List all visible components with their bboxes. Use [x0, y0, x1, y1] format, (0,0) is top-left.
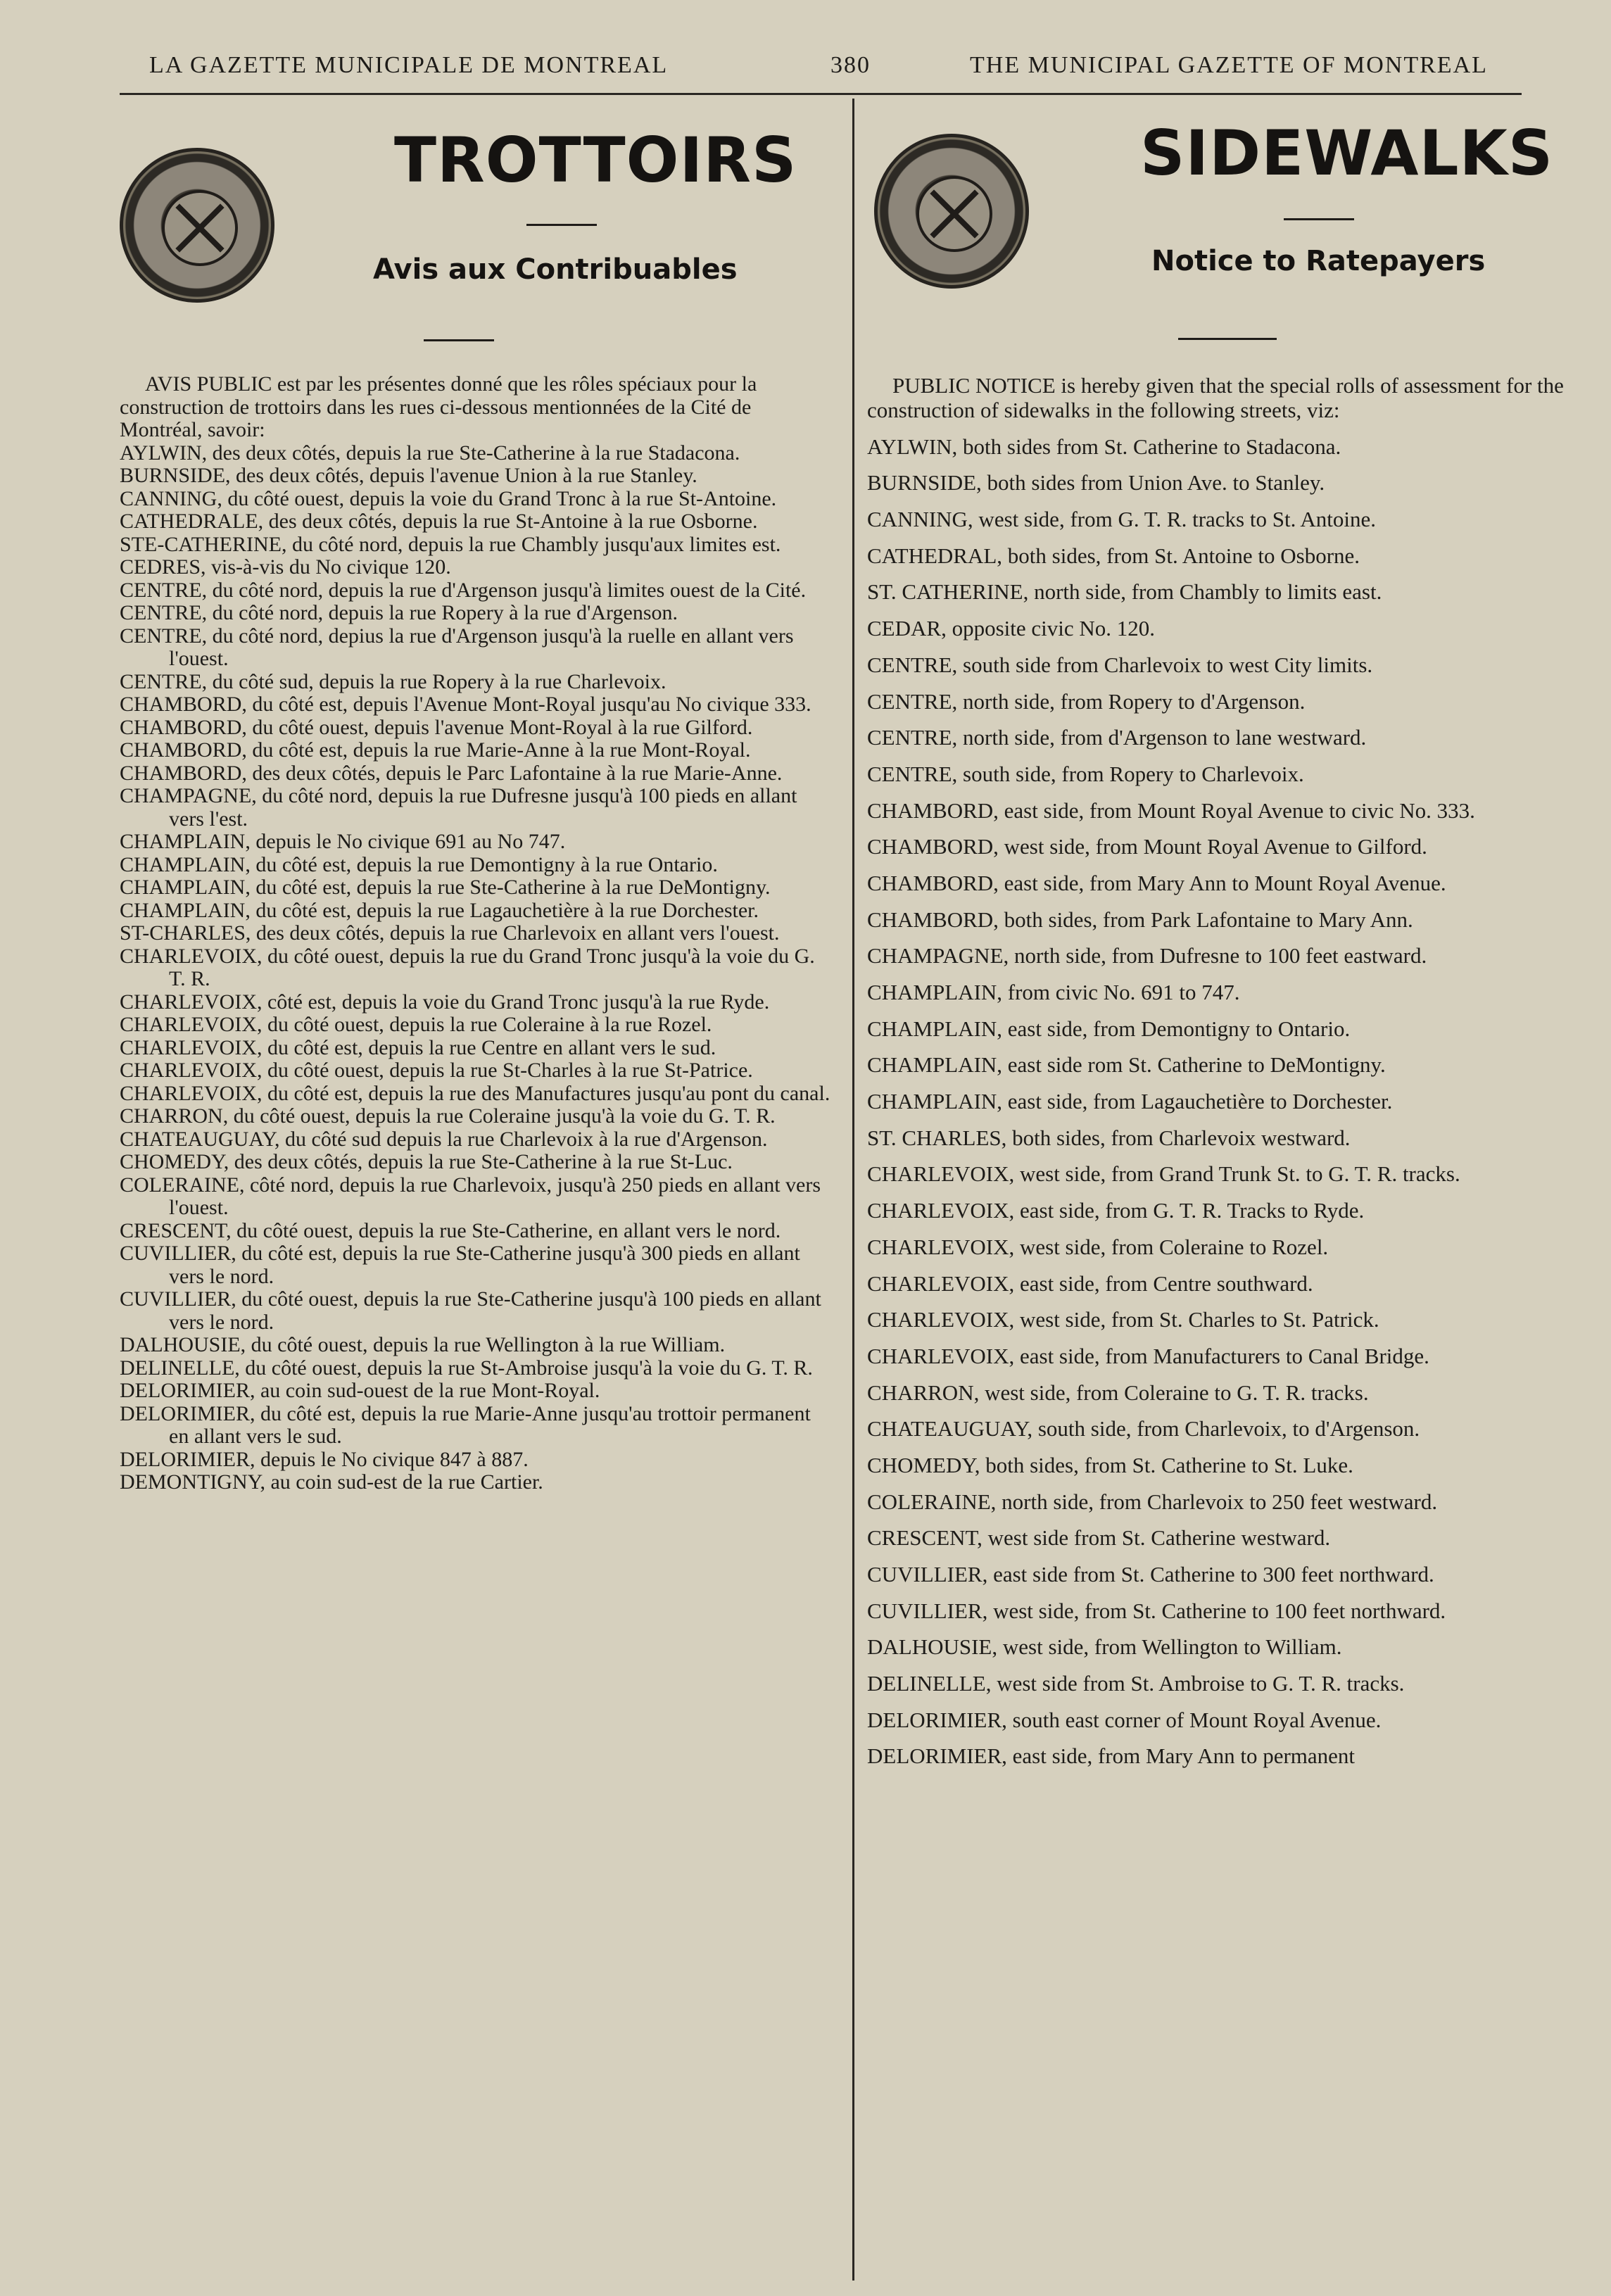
list-item: CATHEDRAL, both sides, from St. Antoine to Osborne. — [867, 543, 1360, 568]
header-french-title: LA GAZETTE MUNICIPALE DE MONTREAL — [149, 52, 669, 78]
list-item: CHARLEVOIX, west side, from Coleraine to Rozel. — [867, 1234, 1329, 1259]
list-item: CHAMPAGNE, du côté nord, depuis la rue Dufresne jusqu'à 100 pieds en allant vers l'est. — [120, 784, 797, 831]
page-number: 380 — [830, 52, 871, 78]
list-item: CHATEAUGUAY, south side, from Charlevoix, to d'Argenson. — [867, 1416, 1420, 1442]
list-item: CRESCENT, du côté ouest, depuis la rue Ste-Catherine, en allant vers le nord. — [120, 1218, 781, 1242]
list-item: CEDAR, opposite civic No. 120. — [867, 616, 1155, 641]
list-item: CHAMBORD, du côté est, depuis l'Avenue Mont-Royal jusqu'au No civique 333. — [120, 693, 811, 716]
city-seal-icon — [120, 148, 274, 303]
list-item: CHARLEVOIX, côté est, depuis la voie du Grand Tronc jusqu'à la rue Ryde. — [120, 990, 770, 1014]
list-item: AYLWIN, des deux côtés, depuis la rue Ste-Catherine à la rue Stadacona. — [120, 441, 740, 465]
list-item: CUVILLIER, east side from St. Catherine to 300 feet northward. — [867, 1562, 1434, 1587]
list-item: CHOMEDY, both sides, from St. Catherine to St. Luke. — [867, 1452, 1353, 1477]
list-item: DALHOUSIE, du côté ouest, depuis la rue Wellington à la rue William. — [120, 1333, 726, 1356]
list-item: CHAMPLAIN, du côté est, depuis la rue Ste-Catherine à la rue DeMontigny. — [120, 876, 771, 899]
list-item: CANNING, west side, from G. T. R. tracks to St. Antoine. — [867, 507, 1376, 532]
list-item: CHAMPLAIN, east side, from Demontigny to Ontario. — [867, 1016, 1351, 1041]
list-item: CHAMBORD, west side, from Mount Royal Avenue to Gilford. — [867, 834, 1427, 859]
list-item: CHARLEVOIX, du côté ouest, depuis la rue St-Charles à la rue St-Patrice. — [120, 1059, 753, 1082]
list-item: CEDRES, vis-à-vis du No civique 120. — [120, 555, 451, 579]
list-item: CUVILLIER, du côté est, depuis la rue Ste-Catherine jusqu'à 300 pieds en allant vers le nord. — [120, 1242, 800, 1288]
french-intro: AVIS PUBLIC est par les présentes donné que les rôles spéciaux pour la construction de trottoirs dans les rues ci-dessous mentionnées de la Cité de Montréal, savoir: — [120, 372, 757, 441]
list-item: CENTRE, du côté nord, depius la rue d'Argenson jusqu'à la ruelle en allant vers l'ouest. — [120, 624, 794, 670]
list-item: CHARLEVOIX, du côté est, depuis la rue Centre en allant vers le sud. — [120, 1035, 716, 1059]
list-item: STE-CATHERINE, du côté nord, depuis la rue Chambly jusqu'aux limites est. — [120, 532, 781, 556]
list-item: CENTRE, north side, from d'Argenson to lane westward. — [867, 725, 1367, 750]
list-item: CHAMPLAIN, from civic No. 691 to 747. — [867, 980, 1240, 1004]
list-item: DELORIMIER, east side, from Mary Ann to permanent — [867, 1743, 1356, 1769]
list-item: CANNING, du côté ouest, depuis la voie du Grand Tronc à la rue St-Antoine. — [120, 486, 777, 510]
french-subtitle: Avis aux Contribuables — [373, 253, 738, 286]
list-item: CHAMPLAIN, east side, from Lagauchetière to Dorchester. — [867, 1089, 1393, 1114]
english-title: SIDEWALKS — [1140, 117, 1554, 189]
page-header — [0, 46, 1611, 89]
list-item: CRESCENT, west side from St. Catherine westward. — [867, 1525, 1331, 1551]
list-item: DALHOUSIE, west side, from Wellington to William. — [867, 1634, 1342, 1660]
list-item: CHARLEVOIX, east side, from G. T. R. Tracks to Ryde. — [867, 1198, 1365, 1223]
list-item: ST. CHARLES, both sides, from Charlevoix westward. — [867, 1125, 1351, 1150]
list-item: CHAMBORD, du côté ouest, depuis l'avenue Mont-Royal à la rue Gilford. — [120, 715, 753, 739]
list-item: DELORIMIER, au coin sud-ouest de la rue Mont-Royal. — [120, 1379, 600, 1402]
list-item: CHARLEVOIX, east side, from Manufacturers to Canal Bridge. — [867, 1343, 1429, 1368]
french-title: TROTTOIRS — [394, 124, 797, 196]
english-intro: PUBLIC NOTICE is hereby given that the special rolls of assessment for the construction of sidewalks in the following streets, viz: — [867, 373, 1564, 422]
list-item: CHARLEVOIX, east side, from Centre southward. — [867, 1270, 1313, 1296]
title-rule — [1284, 218, 1354, 220]
list-item: CHAMBORD, du côté est, depuis la rue Marie-Anne à la rue Mont-Royal. — [120, 738, 751, 762]
list-item: BURNSIDE, des deux côtés, depuis l'avenue Union à la rue Stanley. — [120, 464, 697, 487]
list-item: DEMONTIGNY, au coin sud-est de la rue Cartier. — [120, 1470, 543, 1494]
list-item: CHOMEDY, des deux côtés, depuis la rue Ste-Catherine à la rue St-Luc. — [120, 1150, 733, 1173]
list-item: CENTRE, south side from Charlevoix to west City limits. — [867, 652, 1373, 677]
list-item: CHARLEVOIX, du côté est, depuis la rue des Manufactures jusqu'au pont du canal. — [120, 1081, 830, 1105]
list-item: DELORIMIER, depuis le No civique 847 à 887. — [120, 1447, 529, 1471]
list-item: CHARLEVOIX, west side, from Grand Trunk St. to G. T. R. tracks. — [867, 1161, 1460, 1187]
list-item: CATHEDRALE, des deux côtés, depuis la rue St-Antoine à la rue Osborne. — [120, 510, 758, 533]
list-item: CHAMPLAIN, depuis le No civique 691 au No 747. — [120, 830, 566, 853]
list-item: CHARLEVOIX, du côté ouest, depuis la rue Coleraine à la rue Rozel. — [120, 1013, 712, 1036]
list-item: BURNSIDE, both sides from Union Ave. to Stanley. — [867, 470, 1325, 496]
list-item: CUVILLIER, west side, from St. Catherine to 100 feet northward. — [867, 1598, 1446, 1623]
list-item: DELINELLE, du côté ouest, depuis la rue St-Ambroise jusqu'à la voie du G. T. R. — [120, 1356, 813, 1380]
list-item: COLERAINE, côté nord, depuis la rue Charlevoix, jusqu'à 250 pieds en allant vers l'ouest. — [120, 1173, 821, 1219]
english-entries — [867, 373, 1571, 1780]
list-item: CHARRON, du côté ouest, depuis la rue Coleraine jusqu'à la voie du G. T. R. — [120, 1104, 776, 1128]
subtitle-rule — [424, 339, 494, 341]
list-item: CHARLEVOIX, du côté ouest, depuis la rue du Grand Tronc jusqu'à la voie du G. T. R. — [120, 944, 815, 990]
list-item: CHAMBORD, east side, from Mary Ann to Mount Royal Avenue. — [867, 870, 1446, 895]
list-item: CHAMBORD, both sides, from Park Lafontaine to Mary Ann. — [867, 907, 1413, 932]
city-seal-icon — [874, 134, 1029, 289]
english-subtitle: Notice to Ratepayers — [1151, 245, 1486, 277]
list-item: CHAMBORD, des deux côtés, depuis le Parc Lafontaine à la rue Marie-Anne. — [120, 761, 783, 785]
list-item: CUVILLIER, du côté ouest, depuis la rue Ste-Catherine jusqu'à 100 pieds en allant vers le nord. — [120, 1287, 821, 1334]
list-item: CHARLEVOIX, west side, from St. Charles to St. Patrick. — [867, 1307, 1379, 1332]
list-item: ST. CATHERINE, north side, from Chambly to limits east. — [867, 579, 1382, 605]
list-item: DELORIMIER, south east corner of Mount Royal Avenue. — [867, 1707, 1382, 1732]
list-item: CHARRON, west side, from Coleraine to G. T. R. tracks. — [867, 1380, 1369, 1405]
list-item: COLERAINE, north side, from Charlevoix to 250 feet westward. — [867, 1489, 1438, 1514]
list-item: CENTRE, du côté nord, depuis la rue Ropery à la rue d'Argenson. — [120, 601, 678, 624]
list-item: DELORIMIER, du côté est, depuis la rue Marie-Anne jusqu'au trottoir permanent en allant vers le sud. — [120, 1401, 811, 1448]
list-item: CENTRE, south side, from Ropery to Charlevoix. — [867, 761, 1304, 786]
list-item: CENTRE, du côté nord, depuis la rue d'Argenson jusqu'à limites ouest de la Cité. — [120, 578, 807, 602]
list-item: CHAMPLAIN, du côté est, depuis la rue Lagauchetière à la rue Dorchester. — [120, 898, 759, 922]
list-item: CHAMPAGNE, north side, from Dufresne to 100 feet eastward. — [867, 943, 1427, 969]
header-rule — [120, 93, 1522, 95]
list-item: CHAMBORD, east side, from Mount Royal Avenue to civic No. 333. — [867, 797, 1475, 823]
list-item: AYLWIN, both sides from St. Catherine to Stadacona. — [867, 434, 1341, 459]
list-item: DELINELLE, west side from St. Ambroise to G. T. R. tracks. — [867, 1671, 1405, 1696]
column-divider — [852, 99, 854, 2281]
list-item: ST-CHARLES, des deux côtés, depuis la rue Charlevoix en allant vers l'ouest. — [120, 921, 780, 945]
list-item: CHAMPLAIN, east side rom St. Catherine to DeMontigny. — [867, 1052, 1386, 1078]
list-item: CENTRE, north side, from Ropery to d'Argenson. — [867, 688, 1306, 714]
list-item: CHAMPLAIN, du côté est, depuis la rue Demontigny à la rue Ontario. — [120, 852, 718, 876]
title-rule — [526, 224, 597, 226]
header-english-title: THE MUNICIPAL GAZETTE OF MONTREAL — [970, 52, 1488, 78]
list-item: CHATEAUGUAY, du côté sud depuis la rue Charlevoix à la rue d'Argenson. — [120, 1127, 768, 1151]
french-entries — [120, 373, 834, 1494]
list-item: CENTRE, du côté sud, depuis la rue Ropery à la rue Charlevoix. — [120, 669, 666, 693]
subtitle-rule — [1178, 338, 1277, 340]
